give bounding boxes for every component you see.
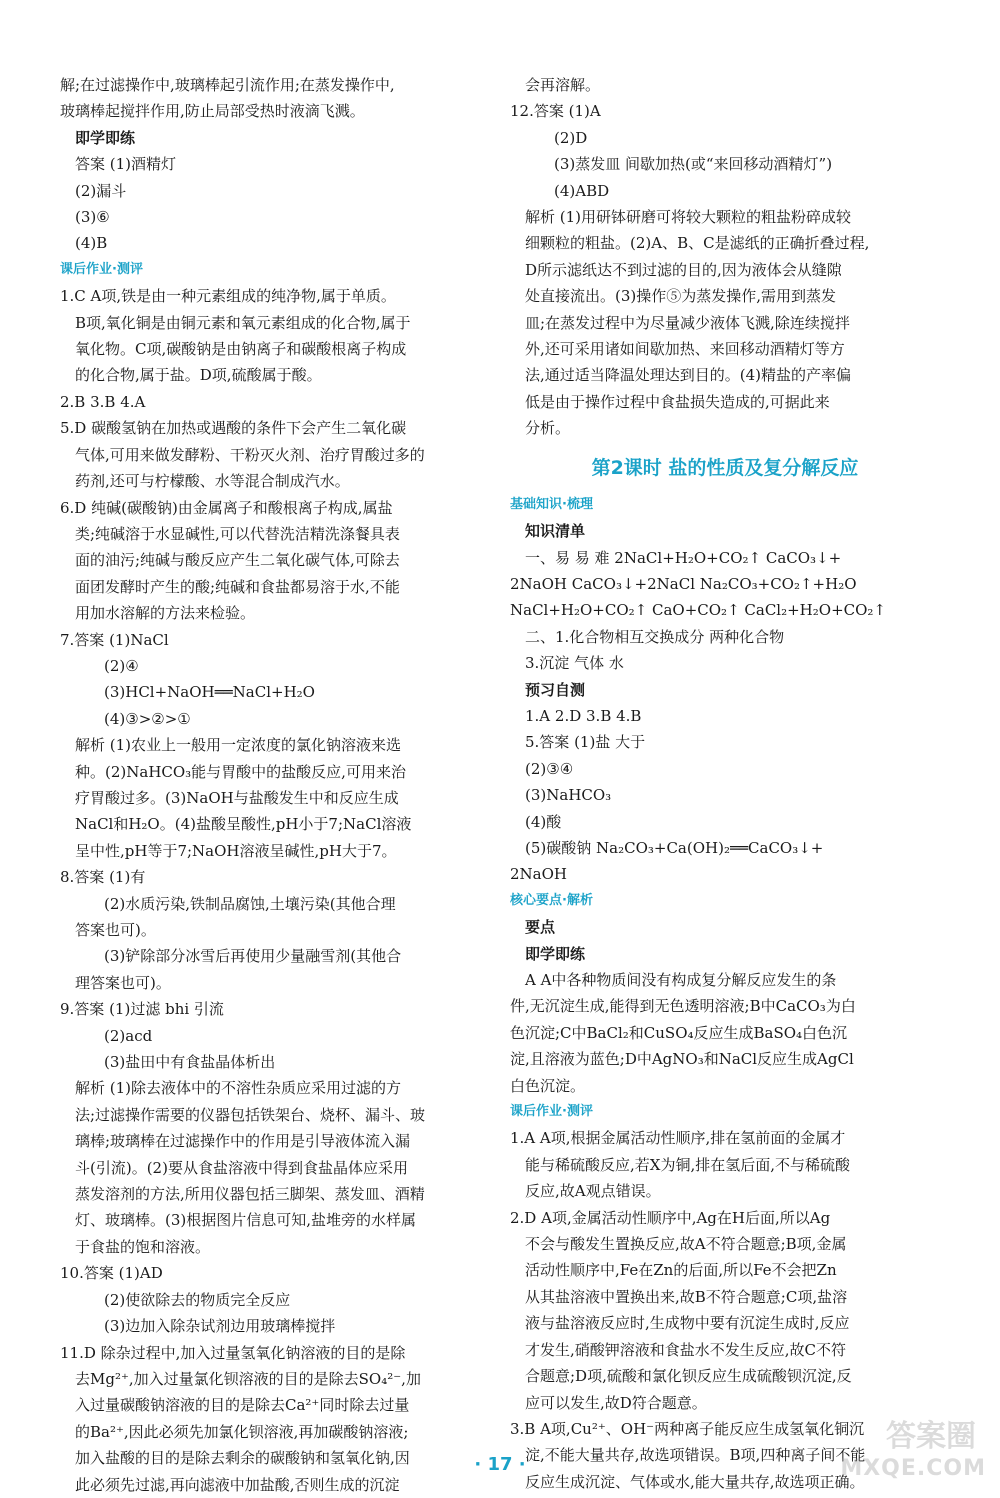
text-line: 二、1.化合物相互交换成分 两种化合物	[525, 627, 785, 646]
text-line: (3)边加入除杂试剂边用玻璃棒搅拌	[104, 1317, 336, 1336]
text-line: 蒸发溶剂的方法,所用仪器包括三脚架、蒸发皿、酒精	[75, 1185, 425, 1204]
text-line: 不会与酸发生置换反应,故A不符合题意;B项,金属	[525, 1235, 847, 1254]
text-line: (4)③>②>①	[104, 709, 191, 728]
text-line: (3)HCl+NaOH══NaCl+H₂O	[104, 683, 315, 702]
text-line: 种。(2)NaHCO₃能与胃酸中的盐酸反应,可用来治	[75, 762, 406, 781]
text-line: 5.D 碳酸氢钠在加热或遇酸的条件下会产生二氧化碳	[60, 419, 407, 438]
watermark-text: MXQE.COM	[840, 1456, 986, 1481]
text-line: 面团发酵时产生的酸;纯碱和食盐都易溶于水,不能	[75, 577, 400, 596]
text-line: 解析 (1)除去液体中的不溶性杂质应采用过滤的方	[75, 1079, 402, 1098]
text-line: 12.答案 (1)A	[510, 102, 601, 121]
text-line: NaCl+H₂O+CO₂↑ CaO+CO₂↑ CaCl₂+H₂O+CO₂↑	[510, 601, 886, 620]
text-line: 从其盐溶液中置换出来,故B不符合题意;C项,盐溶	[525, 1287, 848, 1306]
text-line: 色沉淀;C中BaCl₂和CuSO₄反应生成BaSO₄白色沉	[510, 1023, 848, 1042]
text-line: 答案 (1)酒精灯	[75, 155, 177, 174]
text-line: 10.答案 (1)AD	[60, 1264, 163, 1283]
text-line: NaCl和H₂O。(4)盐酸呈酸性,pH小于7;NaCl溶液	[75, 815, 412, 834]
text-line: 1.A 2.D 3.B 4.B	[525, 706, 642, 725]
text-line: (2)④	[104, 656, 139, 675]
text-line: 此必须先过滤,再向滤液中加盐酸,否则生成的沉淀	[75, 1475, 400, 1494]
text-line: 分析。	[525, 419, 571, 438]
text-line: 即学即练	[75, 128, 136, 147]
text-line: 应可以发生,故D符合题意。	[525, 1393, 707, 1412]
text-line: 1.A A项,根据金属活动性顺序,排在氢前面的金属才	[510, 1129, 846, 1148]
text-line: 6.D 纯碱(碳酸钠)由金属离子和酸根离子构成,属盐	[60, 498, 393, 517]
page-number: · 17 ·	[474, 1454, 526, 1475]
text-line: 7.答案 (1)NaCl	[60, 630, 169, 649]
text-line: 即学即练	[525, 944, 586, 963]
text-line: 药剂,还可与柠檬酸、水等混合制成汽水。	[75, 472, 350, 491]
text-line: 反应,故A观点错误。	[525, 1182, 661, 1201]
text-line: 璃棒;玻璃棒在过滤操作中的作用是引导液体流入漏	[75, 1132, 411, 1151]
left-column	[60, 72, 485, 1498]
text-line: 答案也可)。	[75, 921, 156, 939]
text-line: 去Mg²⁺,加入过量氯化钡溶液的目的是除去SO₄²⁻,加	[75, 1369, 421, 1388]
text-line: 预习自测	[525, 680, 586, 699]
text-line: 5.答案 (1)盐 大于	[525, 733, 646, 752]
text-line: (2)D	[554, 128, 588, 147]
text-line: 皿;在蒸发过程中为尽量减少液体飞溅,除连续搅拌	[525, 313, 850, 332]
text-line: 会再溶解。	[525, 76, 601, 94]
text-line: 灯、玻璃棒。(3)根据图片信息可知,盐堆旁的水样属	[75, 1211, 417, 1230]
text-line: 处直接流出。(3)操作⑤为蒸发操作,需用到蒸发	[525, 287, 837, 306]
text-line: (4)酸	[525, 812, 562, 831]
text-line: 才发生,硝酸钾溶液和食盐水不发生反应,故C不符	[525, 1340, 847, 1359]
text-line: 淀,不能大量共存,故选项错误。B项,四种离子间不能	[525, 1446, 866, 1465]
text-line: 3.B A项,Cu²⁺、OH⁻两种离子能反应生成氢氧化铜沉	[510, 1419, 865, 1438]
text-line: (2)水质污染,铁制品腐蚀,土壤污染(其他合理	[104, 894, 396, 913]
watermark-logo: 答案圈	[886, 1419, 976, 1454]
text-line: B项,氧化铜是由铜元素和氧元素组成的化合物,属于	[75, 313, 411, 332]
text-line: (3)蒸发皿 间歇加热(或“来回移动酒精灯”)	[554, 155, 833, 174]
text-line: (3)盐田中有食盐晶体析出	[104, 1053, 276, 1072]
text-line: 2.D A项,金属活动性顺序中,Ag在H后面,所以Ag	[510, 1208, 831, 1227]
section-heading: 核心要点·解析	[510, 892, 593, 908]
text-line: (2)acd	[104, 1026, 153, 1045]
text-line: 斗(引流)。(2)要从食盐溶液中得到食盐晶体应采用	[75, 1158, 408, 1177]
text-line: 解;在过滤操作中,玻璃棒起引流作用;在蒸发操作中,	[60, 76, 395, 94]
text-line: (3)铲除部分冰雪后再使用少量融雪剂(其他合	[104, 947, 402, 966]
text-line: 细颗粒的粗盐。(2)A、B、C是滤纸的正确折叠过程,	[525, 234, 870, 253]
text-line: 解析 (1)农业上一般用一定浓度的氯化钠溶液来选	[75, 736, 402, 755]
text-line: 9.答案 (1)过滤 bhi 引流	[60, 1000, 224, 1019]
text-line: 的Ba²⁺,因此必须先加氯化钡溶液,再加碳酸钠溶液;	[75, 1422, 409, 1441]
chapter-title: 第2课时 盐的性质及复分解反应	[591, 456, 859, 479]
text-line: 解析 (1)用研钵研磨可将较大颗粒的粗盐粉碎成较	[525, 208, 852, 227]
text-line: 理答案也可)。	[75, 973, 171, 992]
text-line: 2NaOH CaCO₃↓+2NaCl Na₂CO₃+CO₂↑+H₂O	[510, 574, 857, 593]
text-line: 入过量碳酸钠溶液的目的是除去Ca²⁺同时除去过量	[75, 1396, 410, 1415]
text-line: 2.B 3.B 4.A	[60, 392, 146, 411]
text-line: 白色沉淀。	[510, 1076, 586, 1095]
text-line: 气体,可用来做发酵粉、干粉灭火剂、治疗胃酸过多的	[75, 445, 425, 464]
text-line: 液与盐溶液反应时,生成物中要有沉淀生成时,反应	[525, 1314, 850, 1333]
text-line: 疗胃酸过多。(3)NaOH与盐酸发生中和反应生成	[75, 788, 399, 807]
text-line: 知识清单	[525, 522, 586, 541]
text-line: (3)⑥	[75, 208, 110, 227]
section-heading: 课后作业·测评	[510, 1104, 593, 1120]
text-line: 1.C A项,铁是由一种元素组成的纯净物,属于单质。	[60, 287, 396, 306]
text-line: A A中各种物质间没有构成复分解反应发生的条	[525, 971, 837, 989]
text-line: 反应生成沉淀、气体或水,能大量共存,故选项正确。	[525, 1472, 865, 1491]
text-line: 法,通过适当降温处理达到目的。(4)精盐的产率偏	[525, 366, 852, 385]
text-line: 合题意;D项,硫酸和氯化钡反应生成硫酸钡沉淀,反	[525, 1367, 852, 1386]
text-line: 于食盐的饱和溶液。	[75, 1237, 211, 1256]
section-heading: 课后作业·测评	[60, 261, 143, 277]
text-line: (2)漏斗	[75, 181, 127, 200]
text-line: (3)NaHCO₃	[525, 786, 612, 805]
text-line: 的化合物,属于盐。D项,硫酸属于酸。	[75, 366, 322, 385]
text-line: 要点	[525, 918, 556, 937]
text-line: (4)ABD	[554, 181, 610, 200]
right-column	[510, 72, 940, 1495]
text-line: 外,还可采用诸如间歇加热、来回移动酒精灯等方	[525, 340, 845, 359]
text-line: 呈中性,pH等于7;NaOH溶液呈碱性,pH大于7。	[75, 841, 397, 860]
text-line: 能与稀硫酸反应,若X为铜,排在氢后面,不与稀硫酸	[525, 1155, 850, 1174]
text-line: 用加水溶解的方法来检验。	[75, 604, 256, 623]
text-line: 8.答案 (1)有	[60, 868, 146, 887]
text-line: D所示滤纸达不到过滤的目的,因为液体会从缝隙	[525, 260, 842, 279]
text-line: 活动性顺序中,Fe在Zn的后面,所以Fe不会把Zn	[525, 1261, 837, 1280]
text-line: (2)使欲除去的物质完全反应	[104, 1290, 291, 1309]
text-line: 淀,且溶液为蓝色;D中AgNO₃和NaCl反应生成AgCl	[510, 1050, 854, 1069]
text-line: 法;过滤操作需要的仪器包括铁架台、烧杯、漏斗、玻	[75, 1105, 426, 1124]
text-line: 2NaOH	[510, 865, 567, 884]
text-line: 一、易 易 难 2NaCl+H₂O+CO₂↑ CaCO₃↓+	[525, 548, 842, 567]
text-line: (4)B	[75, 234, 108, 253]
text-line: 面的油污;纯碱与酸反应产生二氧化碳气体,可除去	[75, 551, 400, 570]
section-heading: 基础知识·梳理	[510, 496, 593, 512]
text-line: 氧化物。C项,碳酸钠是由钠离子和碳酸根离子构成	[75, 340, 407, 359]
text-line: 低是由于操作过程中食盐损失造成的,可据此来	[525, 392, 830, 411]
watermark	[796, 1411, 986, 1481]
text-line: 3.沉淀 气体 水	[525, 654, 624, 673]
text-line: (2)③④	[525, 759, 574, 778]
text-line: 件,无沉淀生成,能得到无色透明溶液;B中CaCO₃为白	[510, 997, 856, 1016]
text-line: 类;纯碱溶于水显碱性,可以代替洗洁精洗涤餐具表	[75, 524, 400, 543]
text-line: 加入盐酸的目的是除去剩余的碳酸钠和氢氧化钠,因	[75, 1449, 410, 1468]
text-line: 11.D 除杂过程中,加入过量氢氧化钠溶液的目的是除	[60, 1343, 406, 1362]
text-line: (5)碳酸钠 Na₂CO₃+Ca(OH)₂══CaCO₃↓+	[525, 838, 824, 857]
text-line: 玻璃棒起搅拌作用,防止局部受热时液滴飞溅。	[60, 102, 365, 121]
